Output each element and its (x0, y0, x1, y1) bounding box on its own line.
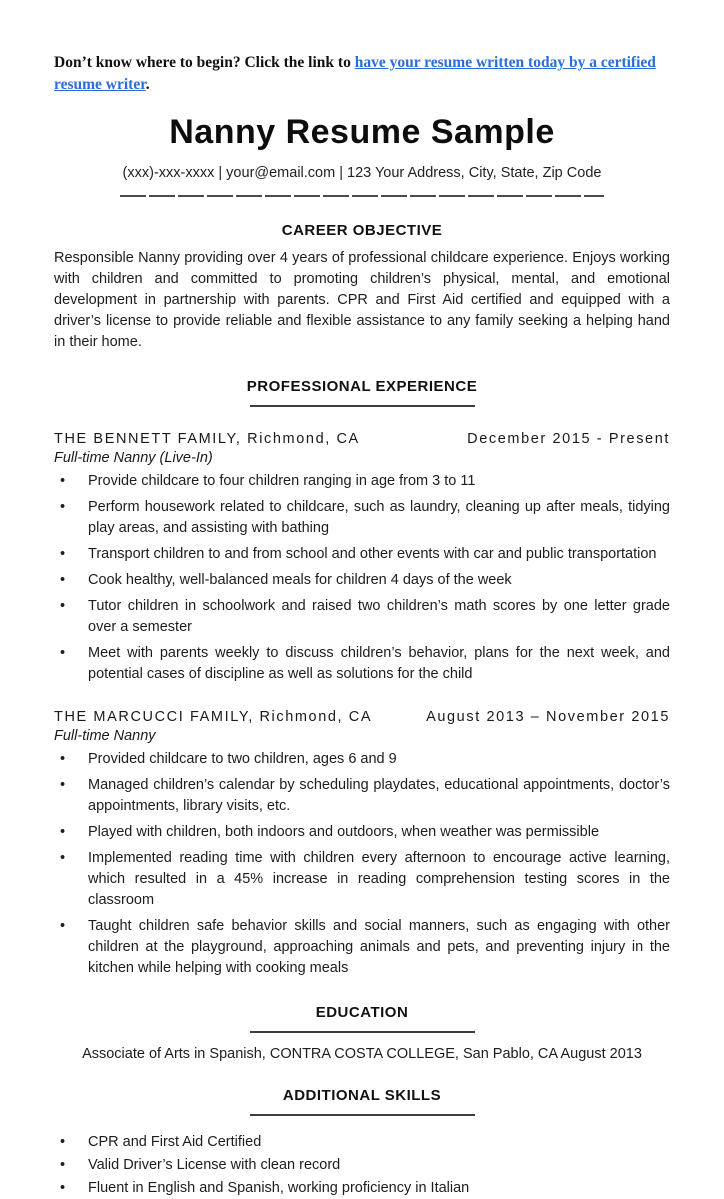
resume-writer-link[interactable]: have your resume written today by a certified resume writer (54, 54, 656, 93)
job-dates: August 2013 – November 2015 (426, 709, 670, 725)
intro-text-suffix: . (145, 76, 150, 93)
section-heading-objective: CAREER OBJECTIVE (281, 222, 443, 239)
intro-note (54, 52, 670, 96)
bullet-item: • Implemented reading time with children every afternoon to encourage active learning, which resulted in a 45% increase in reading comprehension testing scores in the classroom (54, 848, 670, 911)
bullet-item: • Transport children to and from school and other events with car and public transportation (54, 544, 670, 565)
section-heading-education: EDUCATION (315, 1004, 409, 1021)
skill-item: • Fluent in English and Spanish, working proficiency in Italian (54, 1178, 670, 1199)
section-heading-skills: ADDITIONAL SKILLS (282, 1087, 442, 1104)
bullet-item: • Provided childcare to two children, ages 6 and 9 (54, 749, 670, 770)
job-bullets (54, 749, 670, 979)
job-role: Full-time Nanny (54, 728, 156, 744)
bullet-item: • Provide childcare to four children ranging in age from 3 to 11 (54, 471, 670, 492)
job-dates: December 2015 - Present (467, 431, 670, 447)
job-block-marcucci (54, 709, 670, 979)
employer-name: THE BENNETT FAMILY, Richmond, CA (54, 431, 360, 447)
bullet-item: • Meet with parents weekly to discuss children’s behavior, plans for the next week, and potential cases of discipline as well as solutions for the child (54, 643, 670, 685)
bullet-item: • Managed children’s calendar by scheduling playdates, educational appointments, doctor’s appointments, library visits, etc. (54, 775, 670, 817)
section-heading-experience: PROFESSIONAL EXPERIENCE (246, 378, 478, 395)
job-block-bennett (54, 431, 670, 685)
job-header (54, 431, 670, 447)
contact-separator-line (120, 195, 604, 197)
job-header (54, 709, 670, 725)
bullet-item: • Perform housework related to childcare, such as laundry, cleaning up after meals, tidying play areas, and assisting with bathing (54, 497, 670, 539)
education-text: Associate of Arts in Spanish, CONTRA COSTA COLLEGE, San Pablo, CA August 2013 (82, 1046, 642, 1062)
skill-item: • Valid Driver’s License with clean record (54, 1155, 670, 1176)
objective-text: Responsible Nanny providing over 4 years of professional childcare experience. Enjoys working with children and committed to promoting children’s physical, mental, and emotional development in partnership with parents. CPR and First Aid certified and equipped with a driver’s license to provide reliable and flexible assistance to any family seeking a helping hand in their home. (54, 250, 670, 350)
bullet-item: • Tutor children in schoolwork and raised two children’s math scores by one letter grade over a semester (54, 596, 670, 638)
education-heading-rule (250, 1031, 475, 1033)
skills-heading-rule (250, 1114, 475, 1116)
intro-text: Don’t know where to begin? Click the link to (54, 54, 355, 71)
bullet-item: • Cook healthy, well-balanced meals for children 4 days of the week (54, 570, 670, 591)
skills-list (54, 1132, 670, 1199)
contact-line: (xxx)-xxx-xxxx | your@email.com | 123 Your Address, City, State, Zip Code (122, 165, 602, 181)
bullet-item: • Taught children safe behavior skills and social manners, such as engaging with other children at the playground, approaching animals and pets, and preventing injury in the kitchen while helping with cooking meals (54, 916, 670, 979)
job-bullets (54, 471, 670, 685)
job-role: Full-time Nanny (Live-In) (54, 450, 213, 466)
employer-name: THE MARCUCCI FAMILY, Richmond, CA (54, 709, 373, 725)
bullet-item: • Played with children, both indoors and outdoors, when weather was permissible (54, 822, 670, 843)
page-title: Nanny Resume Sample (169, 113, 555, 151)
skill-item: • CPR and First Aid Certified (54, 1132, 670, 1153)
experience-heading-rule (250, 405, 475, 407)
